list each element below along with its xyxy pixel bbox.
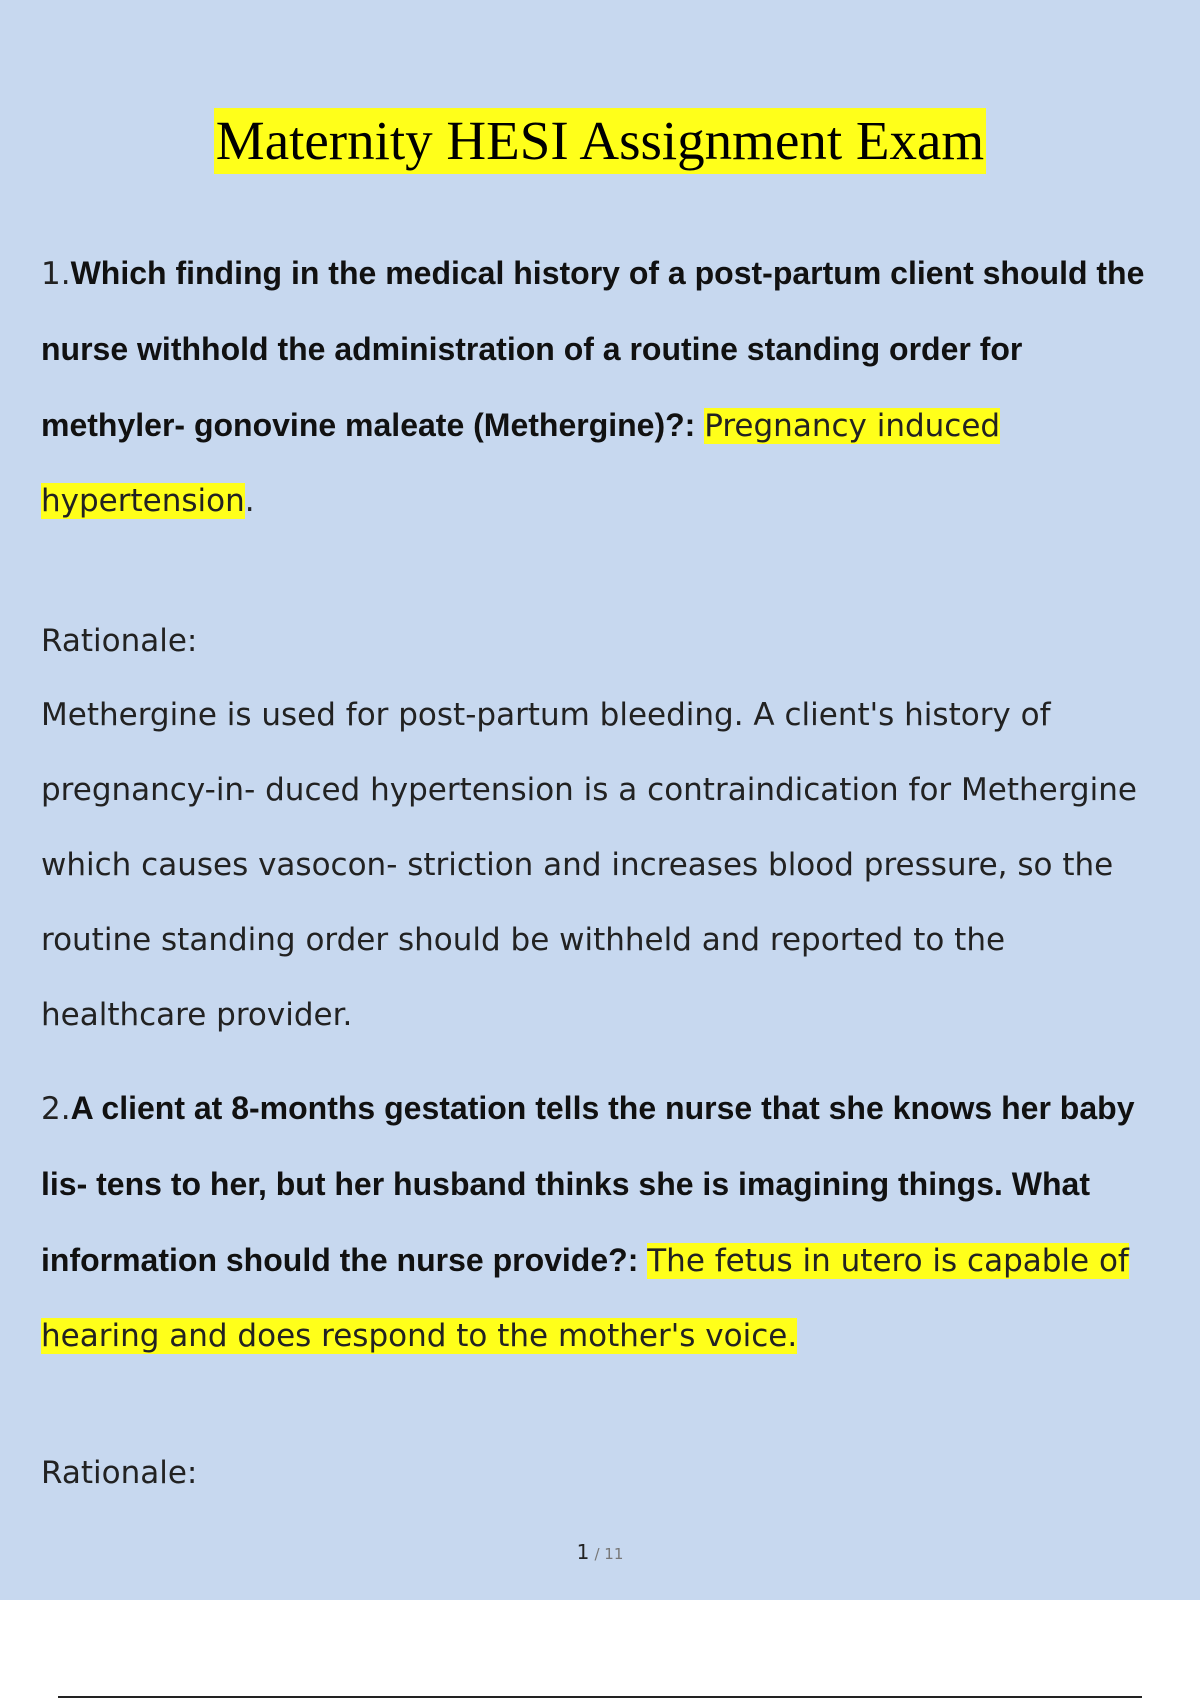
- question-1: [41, 236, 1171, 539]
- current-page: 1: [576, 1540, 590, 1564]
- title-container: [0, 108, 1200, 174]
- document-title: Maternity HESI Assignment Exam: [214, 108, 986, 174]
- rationale-label-1: Rationale:: [41, 623, 198, 659]
- answer-suffix: .: [244, 483, 255, 519]
- highlighted-answer: The fetus in utero is capable of hearing and does respond to the mother's voice.: [41, 1243, 1129, 1354]
- question-text: Which finding in the medical history of a post-partum client should the nurse withhold the administration of a routine standing order for methyler- gonovine maleate (Methergine)?:: [41, 255, 1145, 443]
- rationale-label-2: Rationale:: [41, 1455, 198, 1491]
- rationale-text-1: Methergine is used for post-partum bleeding. A client's history of pregnancy-in- duced hypertension is a contraindication for Methergine which causes vasocon- striction and increases blood pressure, so the routine standing order should be withheld and reported to the healthcare provider.: [41, 697, 1137, 1033]
- question-2: [41, 1071, 1171, 1374]
- total-pages: / 11: [594, 1545, 624, 1563]
- page-indicator: [0, 1540, 1200, 1564]
- question-text: A client at 8-months gestation tells the nurse that she knows her baby lis- tens to her, but her husband thinks she is imagining things. What information should the nurse provide?:: [41, 1090, 1135, 1278]
- question-number: 2.: [41, 1091, 71, 1127]
- next-page-divider: [58, 1696, 1142, 1698]
- question-number: 1.: [41, 256, 71, 292]
- highlighted-answer: Pregnancy induced hypertension: [41, 408, 1001, 519]
